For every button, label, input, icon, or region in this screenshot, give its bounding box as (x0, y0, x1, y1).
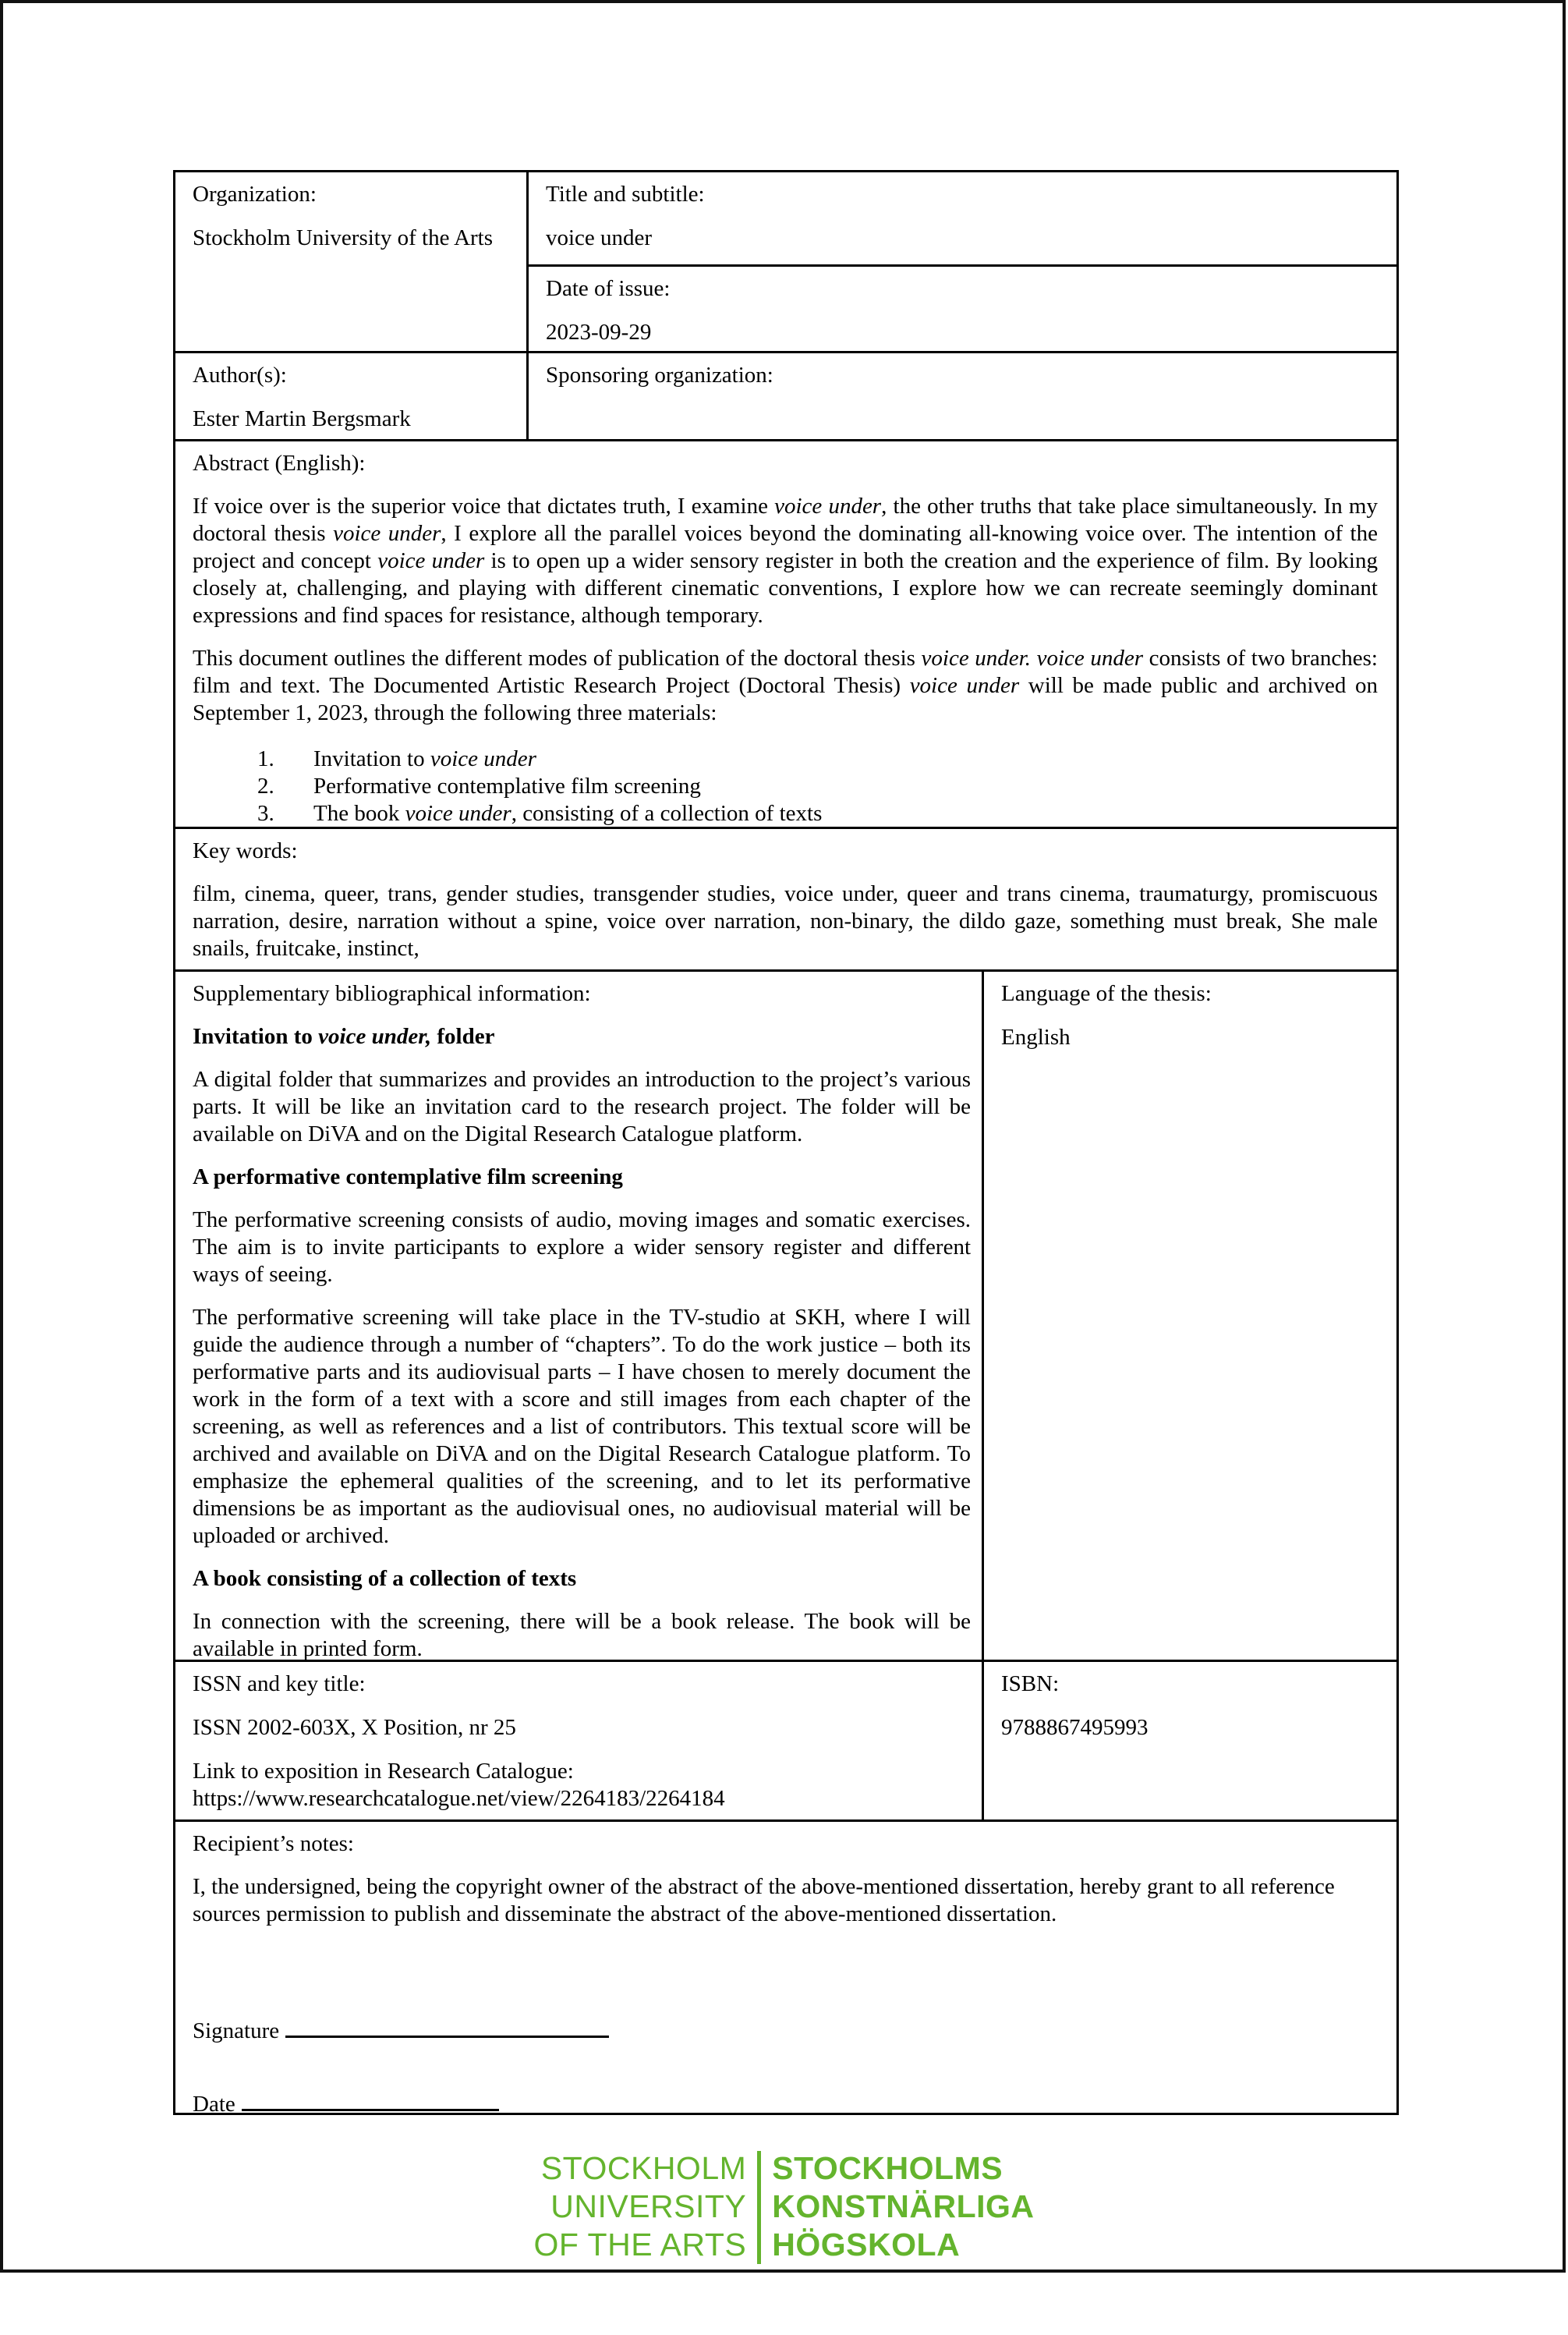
keywords-label: Key words: (193, 838, 298, 863)
signature-label: Signature (193, 2018, 280, 2043)
row-recipient-notes (175, 1819, 1396, 2113)
language-value: English (1001, 1025, 1071, 1050)
organization-cell (175, 172, 529, 351)
language-label: Language of the thesis: (1001, 981, 1212, 1006)
keywords-cell (175, 829, 1396, 969)
abstract-cell (175, 441, 1396, 827)
title-cell (529, 172, 1396, 267)
university-logo (0, 2149, 1568, 2264)
list-item-text: The book voice under, consisting of a collection of texts (313, 801, 823, 826)
supplementary-paragraph-2: The performative screening consists of audio, moving images and somatic exercises. The aim is to invite participants to explore a wider sensory register and different ways of seeing. (193, 1207, 971, 1287)
list-item (257, 746, 1378, 773)
list-item-text: Performative contemplative film screening (313, 774, 701, 799)
abstract-materials-list (257, 746, 1378, 827)
title-date-column (529, 172, 1396, 351)
date-of-issue-value: 2023-09-29 (546, 320, 652, 345)
supplementary-paragraph-3: The performative screening will take place in the TV-studio at SKH, where I will guide the audience through a number of “chapters”. To do the work justice – both its performative parts and its audiovisual parts – I have chosen to merely document the work in the form of a text with a score and still images from each chapter of the screening, as well as references and a list of contributors. This textual score will be archived and available on DiVA and on the Digital Research Catalogue platform. To emphasize the ephemeral qualities of the screening, and to let its performative dimensions be as important as the audiovisual ones, no audiovisual material will be uploaded or archived. (193, 1305, 971, 1548)
issn-label: ISSN and key title: (193, 1671, 366, 1696)
title-value: voice under (546, 225, 653, 250)
list-item-number: 1. (257, 746, 274, 771)
list-item (257, 773, 1378, 800)
supplementary-heading-2: A performative contemplative film screening (193, 1164, 623, 1189)
list-item-number: 3. (257, 801, 274, 826)
list-item-number: 2. (257, 774, 274, 799)
logo-line: UNIVERSITY (550, 2188, 747, 2224)
date-blank-line (242, 2089, 499, 2111)
row-keywords (175, 827, 1396, 969)
list-item-text: Invitation to voice under (313, 746, 536, 771)
authors-cell (175, 353, 529, 439)
date-label: Date (193, 2092, 235, 2113)
publication-info-table (173, 170, 1399, 2115)
signature-row (193, 2015, 1378, 2045)
organization-label: Organization: (193, 182, 317, 207)
isbn-value: 9788867495993 (1001, 1715, 1149, 1740)
recipient-notes-label: Recipient’s notes: (193, 1831, 354, 1856)
supplementary-cell (175, 972, 984, 1660)
keywords-text: film, cinema, queer, trans, gender studies, transgender studies, voice under, queer and trans cinema, traumaturgy, promiscuous narration, desire, narration without a spine, voice over narration, non-binary, the dildo gaze, something must break, She male snails, fruitcake, instinct, (193, 881, 1378, 961)
row-abstract (175, 439, 1396, 827)
supplementary-paragraph-1: A digital folder that summarizes and provides an introduction to the project’s various parts. It will be like an invitation card to the research project. The folder will be available on DiVA and on the Digital Research Catalogue platform. (193, 1067, 971, 1146)
abstract-paragraph-2: This document outlines the different modes of publication of the doctoral thesis voice under. voice under consists of two branches: film and text. The Documented Artistic Research Project (Doctoral Thesis) voice under will be made public and archived on September 1, 2023, through the following three materials: (193, 646, 1378, 725)
recipient-notes-text: I, the undersigned, being the copyright owner of the abstract of the above-mentioned dissertation, hereby grant to all reference sources permission to publish and disseminate the abstract of the above-mentioned dissertation. (193, 1874, 1335, 1926)
row-issn-isbn (175, 1660, 1396, 1819)
recipient-notes-cell (175, 1822, 1396, 2113)
authors-value: Ester Martin Bergsmark (193, 406, 411, 431)
research-catalogue-link[interactable]: https://www.researchcatalogue.net/view/2264183/2264184 (193, 1786, 725, 1811)
date-row (193, 2089, 1378, 2113)
row-supplementary-language (175, 969, 1396, 1660)
authors-label: Author(s): (193, 363, 287, 388)
signature-blank-line (285, 2015, 609, 2038)
sponsoring-label: Sponsoring organization: (546, 363, 773, 388)
organization-value: Stockholm University of the Arts (193, 225, 494, 250)
row-authors-sponsoring (175, 351, 1396, 439)
logo-line: HÖGSKOLA (772, 2227, 961, 2262)
logo-line: STOCKHOLMS (772, 2150, 1003, 2186)
isbn-label: ISBN: (1001, 1671, 1060, 1696)
date-of-issue-label: Date of issue: (546, 276, 671, 301)
supplementary-label: Supplementary bibliographical information: (193, 981, 591, 1006)
logo-divider-bar (757, 2151, 761, 2264)
logo-line: STOCKHOLM (540, 2150, 747, 2186)
isbn-cell (984, 1662, 1396, 1819)
issn-cell (175, 1662, 984, 1819)
sponsoring-cell (529, 353, 1396, 439)
supplementary-paragraph-4: In connection with the screening, there will be a book release. The book will be available in printed form. (193, 1609, 971, 1660)
list-item (257, 800, 1378, 827)
logo-swedish-wordmark (772, 2149, 1034, 2264)
logo-line: KONSTNÄRLIGA (772, 2188, 1035, 2224)
title-label: Title and subtitle: (546, 182, 705, 207)
abstract-label: Abstract (English): (193, 451, 366, 476)
logo-english-wordmark (533, 2149, 746, 2264)
supplementary-heading-1: Invitation to voice under, folder (193, 1024, 495, 1049)
supplementary-heading-3: A book consisting of a collection of texts (193, 1566, 577, 1591)
logo-line: OF THE ARTS (533, 2227, 747, 2262)
abstract-paragraph-1: If voice over is the superior voice that dictates truth, I examine voice under, the other truths that take place simultaneously. In my doctoral thesis voice under, I explore all the parallel voices beyond the dominating all-knowing voice over. The intention of the project and concept voice under is to open up a wider sensory register in both the creation and the experience of film. By looking closely at, challenging, and playing with different cinematic conventions, I explore how we can recreate seemingly dominant expressions and find spaces for resistance, although temporary. (193, 494, 1378, 628)
language-cell (984, 972, 1396, 1660)
date-of-issue-cell (529, 267, 1396, 351)
research-catalogue-link-label: Link to exposition in Research Catalogue: (193, 1759, 574, 1784)
issn-value: ISSN 2002-603X, X Position, nr 25 (193, 1715, 516, 1740)
row-organization-title (175, 172, 1396, 351)
